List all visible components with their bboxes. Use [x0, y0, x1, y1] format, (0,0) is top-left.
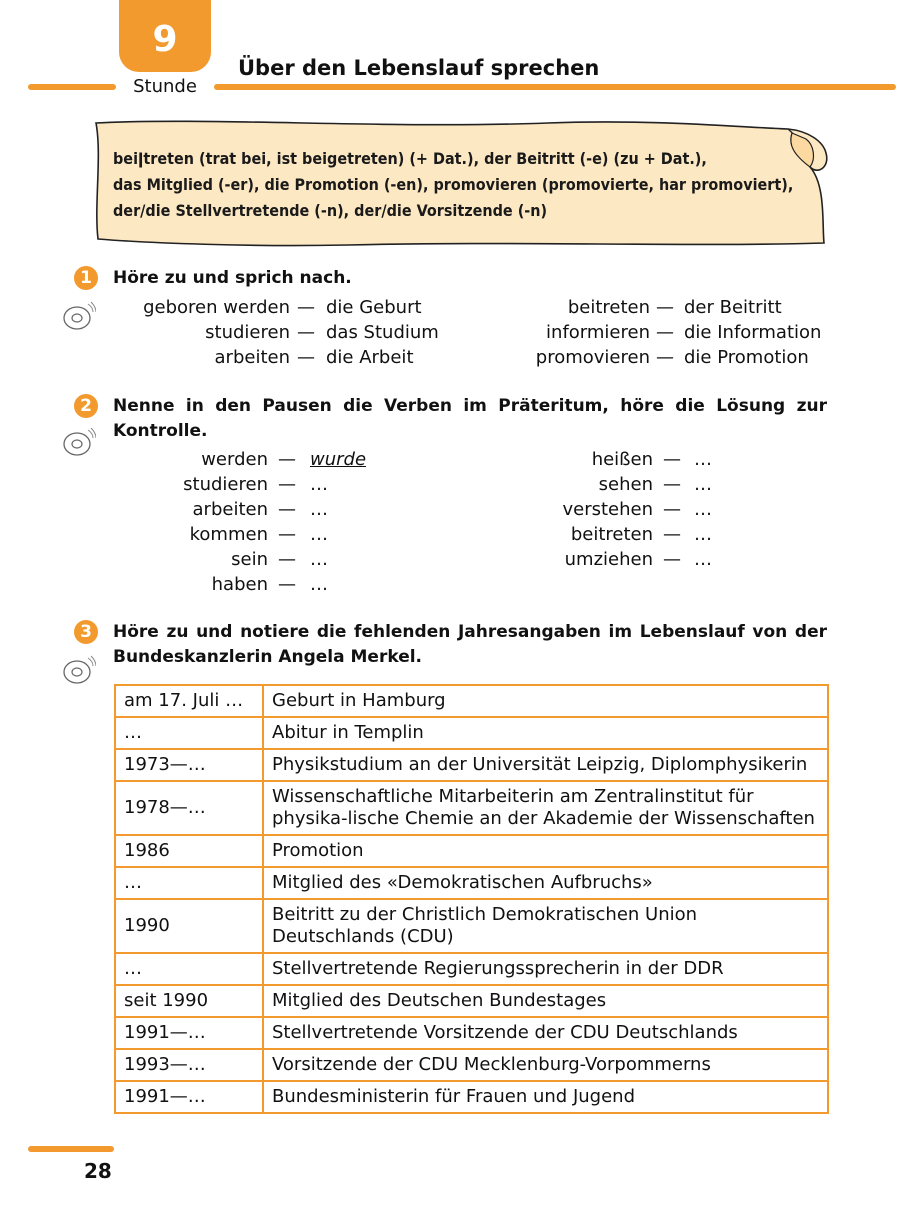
table-row — [115, 781, 828, 835]
year-cell: 1993—… — [115, 1049, 263, 1081]
year-cell: am 17. Juli … — [115, 685, 263, 717]
exercise-3-task: Höre zu und notiere die fehlenden Jahresangaben im Lebenslauf von der Bundeskanzlerin Angela Merkel. — [113, 622, 827, 667]
event-cell: Physikstudium an der Universität Leipzig, Diplomphysikerin — [263, 749, 828, 781]
ex2-blank: … — [310, 499, 328, 520]
ex2-blank: … — [694, 474, 712, 495]
ex2-blank: … — [694, 499, 712, 520]
year-cell: 1978—… — [115, 781, 263, 835]
ex2-blank: … — [310, 574, 328, 595]
exercise-1-number: 1 — [74, 266, 98, 290]
audio-cd-icon[interactable] — [60, 298, 96, 334]
event-cell: Promotion — [263, 835, 828, 867]
ex2-blank: … — [694, 524, 712, 545]
table-row — [115, 685, 828, 717]
table-row — [115, 835, 828, 867]
table-row — [115, 867, 828, 899]
ex2-dash: — — [663, 499, 681, 520]
ex2-verb: umziehen — [564, 549, 653, 570]
vocabulary-list — [113, 146, 813, 224]
table-row — [115, 899, 828, 953]
year-cell: 1990 — [115, 899, 263, 953]
vocabulary-line: beiǀtreten (trat bei, ist beigetreten) (+ Dat.), der Beitritt (-e) (zu + Dat.), — [113, 149, 707, 168]
event-cell: Stellvertretende Vorsitzende der CDU Deutschlands — [263, 1017, 828, 1049]
year-cell: … — [115, 953, 263, 985]
event-cell: Stellvertretende Regierungssprecherin in der DDR — [263, 953, 828, 985]
year-cell: … — [115, 867, 263, 899]
event-cell: Geburt in Hamburg — [263, 685, 828, 717]
lesson-label: Stunde — [133, 76, 197, 97]
year-cell: … — [115, 717, 263, 749]
ex2-blank: … — [310, 474, 328, 495]
exercise-1-task: Höre zu und sprich nach. — [113, 268, 352, 288]
table-row — [115, 985, 828, 1017]
ex1-right-noun: die Information — [684, 322, 822, 343]
table-row — [115, 953, 828, 985]
ex2-verb: kommen — [189, 524, 268, 545]
audio-cd-icon[interactable] — [60, 652, 96, 688]
year-cell: 1986 — [115, 835, 263, 867]
vocabulary-line: der/die Stellvertretende (-n), der/die Vorsitzende (-n) — [113, 201, 548, 220]
page-number: 28 — [84, 1159, 112, 1183]
ex1-right-verb: informieren — [546, 322, 650, 343]
year-cell: seit 1990 — [115, 985, 263, 1017]
ex1-left-verb: geboren werden — [143, 297, 290, 318]
page-title: Über den Lebenslauf sprechen — [238, 56, 600, 80]
ex2-verb: studieren — [183, 474, 268, 495]
table-row — [115, 1017, 828, 1049]
table-row — [115, 717, 828, 749]
footer-rule — [28, 1146, 114, 1152]
exercise-3-number: 3 — [74, 620, 98, 644]
ex1-right-verb: beitreten — [567, 297, 650, 318]
ex2-dash: — — [663, 524, 681, 545]
exercise-2-task: Nenne in den Pausen die Verben im Präteritum, höre die Lösung zur Kontrolle. — [113, 396, 827, 441]
event-cell: Beitritt zu der Christlich Demokratischen Union Deutschlands (CDU) — [263, 899, 828, 953]
cv-table — [114, 684, 829, 1114]
event-cell: Mitglied des «Demokratischen Aufbruchs» — [263, 867, 828, 899]
header-rule-right — [214, 84, 896, 90]
ex2-dash: — — [278, 549, 296, 570]
ex2-verb: haben — [211, 574, 268, 595]
table-row — [115, 749, 828, 781]
ex2-blank: … — [310, 524, 328, 545]
ex2-dash: — — [278, 574, 296, 595]
vocabulary-line: das Mitglied (-er), die Promotion (-en), promovieren (promovierte, har promoviert), — [113, 175, 794, 194]
year-cell: 1991—… — [115, 1081, 263, 1113]
ex2-blank: … — [694, 549, 712, 570]
ex2-dash: — — [278, 449, 296, 470]
year-cell: 1991—… — [115, 1017, 263, 1049]
ex2-verb: heißen — [591, 449, 653, 470]
ex2-verb: arbeiten — [192, 499, 268, 520]
exercise-2-number: 2 — [74, 394, 98, 418]
ex2-dash: — — [278, 499, 296, 520]
event-cell: Mitglied des Deutschen Bundestages — [263, 985, 828, 1017]
ex1-right-noun: die Promotion — [684, 347, 809, 368]
event-cell: Wissenschaftliche Mitarbeiterin am Zentralinstitut für physika-lische Chemie an der Akademie der Wissenschaften — [263, 781, 828, 835]
event-cell: Abitur in Templin — [263, 717, 828, 749]
year-cell: 1973—… — [115, 749, 263, 781]
ex1-right-verb: promovieren — [535, 347, 650, 368]
ex2-blank: … — [694, 449, 712, 470]
ex2-dash: — — [278, 474, 296, 495]
ex1-left-verb: studieren — [205, 322, 290, 343]
ex2-verb: sein — [231, 549, 268, 570]
ex2-verb: beitreten — [570, 524, 653, 545]
lesson-number: 9 — [152, 19, 178, 60]
ex1-left-noun: die Arbeit — [326, 347, 414, 368]
header-rule-left — [28, 84, 116, 90]
ex2-verb: sehen — [598, 474, 653, 495]
ex2-dash: — — [278, 524, 296, 545]
ex2-example-answer: wurde — [310, 449, 367, 470]
ex2-verb: werden — [201, 449, 268, 470]
event-cell: Bundesministerin für Frauen und Jugend — [263, 1081, 828, 1113]
ex2-dash: — — [663, 474, 681, 495]
ex2-dash: — — [663, 549, 681, 570]
ex1-left-noun: die Geburt — [326, 297, 422, 318]
ex1-right-noun: der Beitritt — [684, 297, 782, 318]
ex2-verb: verstehen — [562, 499, 653, 520]
ex1-left-verb: arbeiten — [214, 347, 290, 368]
event-cell: Vorsitzende der CDU Mecklenburg-Vorpommerns — [263, 1049, 828, 1081]
table-row — [115, 1081, 828, 1113]
ex2-dash: — — [663, 449, 681, 470]
audio-cd-icon[interactable] — [60, 424, 96, 460]
ex2-blank: … — [310, 549, 328, 570]
table-row — [115, 1049, 828, 1081]
ex1-left-noun: das Studium — [326, 322, 439, 343]
